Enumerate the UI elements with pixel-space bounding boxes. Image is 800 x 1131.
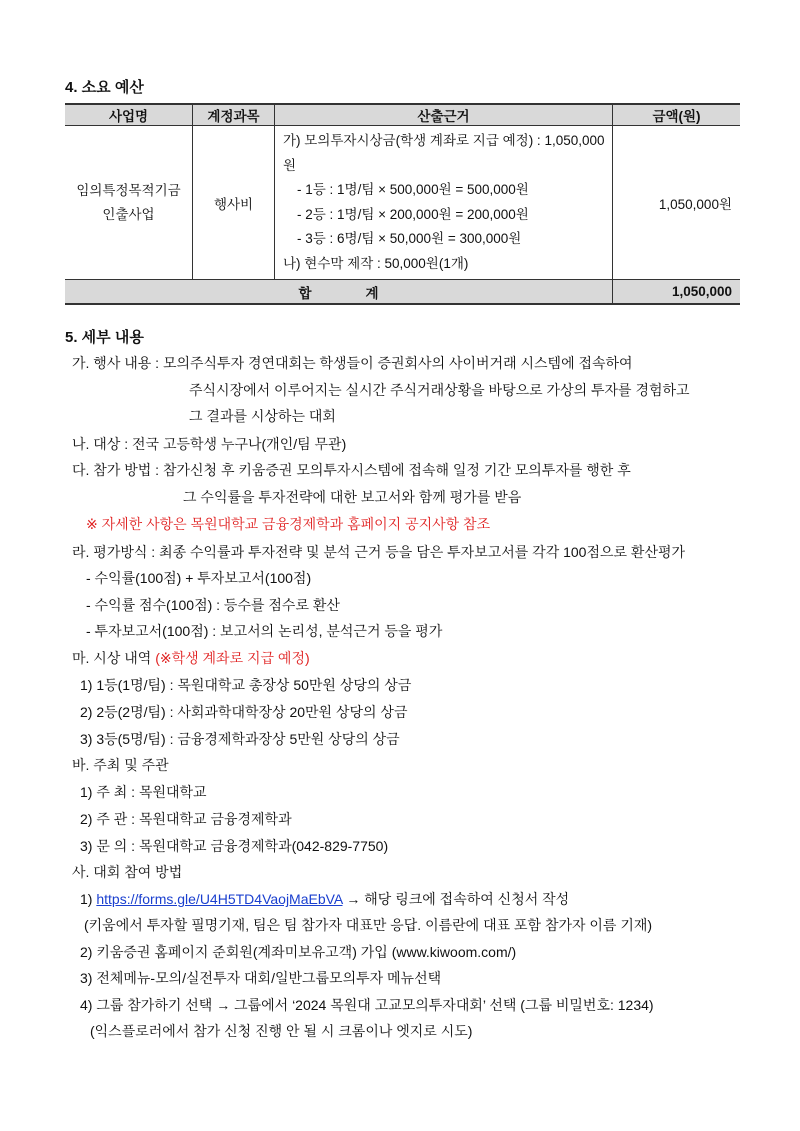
header-basis: 산출근거: [275, 104, 613, 126]
total-label: 합 계: [65, 280, 613, 305]
event-content-line: 주식시장에서 이루어지는 실시간 주식거래상황을 바탕으로 가상의 투자를 경험하고: [189, 382, 690, 398]
event-content-line: 가. 행사 내용 : 모의주식투자 경연대회는 학생들이 증권회사의 사이버거래 시스템에 접속하여: [72, 355, 633, 371]
amount-cell: 1,050,000원: [613, 126, 741, 280]
project-name-line: 임의특정목적기금: [76, 182, 181, 198]
budget-heading: 4. 소요 예산: [65, 79, 144, 96]
organizer-line: 2) 주 관 : 목원대학교 금융경제학과: [80, 811, 292, 827]
method-line: 그 수익률을 투자전략에 대한 보고서와 함께 평가를 받음: [183, 489, 522, 505]
step-number: 1): [80, 891, 97, 907]
event-content-line: 그 결과를 시상하는 대회: [189, 408, 336, 424]
target-line: 나. 대상 : 전국 고등학생 누구나(개인/팀 무관): [72, 436, 347, 452]
award-line: 3) 3등(5명/팀) : 금융경제학과장상 5만원 상당의 상금: [80, 731, 400, 747]
award-line: 2) 2등(2명/팀) : 사회과학대학장상 20만원 상당의 상금: [80, 704, 408, 720]
project-name-line: 인출사업: [102, 206, 155, 222]
basis-line: - 3등 : 6명/팀 × 50,000원 = 300,000원: [297, 231, 522, 246]
basis-line: - 2등 : 1명/팀 × 200,000원 = 200,000원: [297, 206, 529, 222]
participation-step-2: 2) 키움증권 홈페이지 준회원(계좌미보유고객) 가입 (www.kiwoom.com/): [80, 944, 517, 960]
award-heading: [72, 648, 310, 668]
participation-step-3: 3) 전체메뉴-모의/실전투자 대회/일반그룹모의투자 메뉴선택: [80, 970, 442, 986]
header-account: 계정과목: [193, 104, 275, 126]
organizer-line: 1) 주 최 : 목원대학교: [80, 784, 207, 800]
contact-line: 3) 문 의 : 목원대학교 금융경제학과(042-829-7750): [80, 838, 389, 854]
budget-table: [65, 103, 740, 305]
basis-line: 가) 모의투자시상금(학생 계좌로 지급 예정) : 1,050,000원: [283, 133, 605, 173]
award-label: 마. 시상 내역: [72, 650, 156, 666]
participation-step-4: 4) 그룹 참가하기 선택 → 그룹에서 ‘2024 목원대 고교모의투자대회’ 선택 (그룹 비밀번호: 1234): [80, 997, 654, 1013]
notice-line: ※ 자세한 사항은 목원대학교 금융경제학과 홈페이지 공지사항 참조: [86, 516, 491, 532]
form-link[interactable]: https://forms.gle/U4H5TD4VaojMaEbVA: [96, 891, 343, 907]
participation-step-1: [80, 889, 569, 909]
table-row: [65, 126, 740, 280]
participation-note: (키움에서 투자할 필명기재, 팀은 팀 참가자 대표만 응답. 이름란에 대표 포함 참가자 이름 기재): [84, 917, 653, 933]
details-heading: 5. 세부 내용: [65, 329, 144, 346]
header-project: 사업명: [65, 104, 193, 126]
participation-note: (익스플로러에서 참가 신청 진행 안 될 시 크롬이나 엣지로 시도): [90, 1023, 473, 1039]
total-amount: 1,050,000: [613, 280, 741, 305]
method-line: 다. 참가 방법 : 참가신청 후 키움증권 모의투자시스템에 접속해 일정 기간 모의투자를 행한 후: [72, 462, 631, 478]
total-row: [65, 280, 740, 305]
basis-line: 나) 현수막 제작 : 50,000원(1개): [283, 255, 469, 271]
evaluation-line: 라. 평가방식 : 최종 수익률과 투자전략 및 분석 근거 등을 담은 투자보고서를 각각 100점으로 환산평가: [72, 544, 686, 560]
evaluation-line: - 투자보고서(100점) : 보고서의 논리성, 분석근거 등을 평가: [86, 623, 443, 639]
evaluation-line: - 수익률(100점) + 투자보고서(100점): [86, 570, 312, 586]
step-text: → 해당 링크에 접속하여 신청서 작성: [342, 891, 570, 907]
award-note: (※학생 계좌로 지급 예정): [155, 650, 310, 666]
award-line: 1) 1등(1명/팀) : 목원대학교 총장상 50만원 상당의 상금: [80, 677, 412, 693]
project-cell: [65, 126, 193, 280]
organizer-heading: 바. 주최 및 주관: [72, 757, 169, 773]
basis-cell: [275, 126, 613, 280]
account-cell: 행사비: [193, 126, 275, 280]
basis-line: - 1등 : 1명/팀 × 500,000원 = 500,000원: [297, 182, 529, 197]
participation-heading: 사. 대회 참여 방법: [72, 864, 183, 880]
table-header-row: [65, 104, 740, 126]
evaluation-line: - 수익률 점수(100점) : 등수를 점수로 환산: [86, 597, 340, 613]
header-amount: 금액(원): [613, 104, 741, 126]
